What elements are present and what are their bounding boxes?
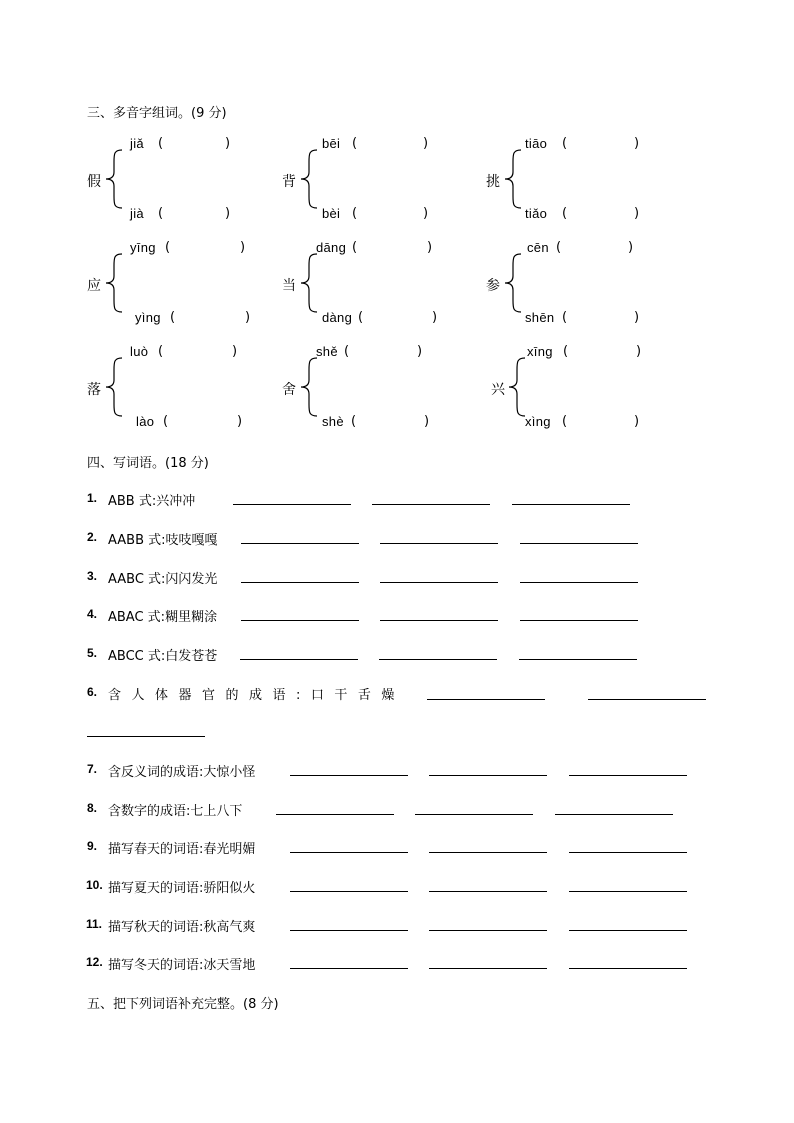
answer-blank[interactable] <box>380 543 498 544</box>
answer-blank[interactable] <box>290 775 408 776</box>
item-number: 12. <box>86 955 103 969</box>
answer-blank[interactable] <box>379 659 497 660</box>
answer-blank[interactable] <box>241 582 359 583</box>
item-label: 描写春天的词语:春光明媚 <box>108 842 256 857</box>
brace-icon <box>102 148 126 210</box>
answer-blank[interactable] <box>380 620 498 621</box>
answer-paren-open: ( <box>165 240 171 255</box>
answer-blank[interactable] <box>429 852 547 853</box>
answer-paren-open: ( <box>163 414 169 429</box>
answer-blank[interactable] <box>233 504 351 505</box>
answer-blank[interactable] <box>276 814 394 815</box>
polyphone-char: 落 <box>87 382 101 398</box>
answer-paren-open: ( <box>158 206 164 221</box>
section3-title: 三、多音字组词。(9 分) <box>87 106 227 121</box>
answer-paren-open: ( <box>158 136 164 151</box>
answer-blank[interactable] <box>290 930 408 931</box>
pinyin-bottom: shēn <box>525 310 555 325</box>
brace-icon <box>102 356 126 418</box>
answer-blank[interactable] <box>512 504 630 505</box>
pinyin-bottom: yìng <box>135 310 161 325</box>
item-number: 9. <box>87 839 98 853</box>
answer-blank[interactable] <box>290 968 408 969</box>
answer-paren-close: ) <box>432 310 438 325</box>
answer-paren-open: ( <box>158 344 164 359</box>
polyphone-char: 背 <box>282 174 296 190</box>
answer-blank[interactable] <box>380 582 498 583</box>
answer-blank[interactable] <box>569 852 687 853</box>
brace-icon <box>297 252 321 314</box>
answer-blank[interactable] <box>588 699 706 700</box>
answer-blank[interactable] <box>241 543 359 544</box>
polyphone-char: 参 <box>486 278 500 294</box>
item-label: AABB 式:吱吱嘎嘎 <box>108 533 218 548</box>
polyphone-char: 兴 <box>491 382 505 398</box>
answer-paren-close: ) <box>628 240 634 255</box>
answer-paren-open: ( <box>170 310 176 325</box>
answer-blank[interactable] <box>429 930 547 931</box>
answer-blank[interactable] <box>372 504 490 505</box>
answer-blank[interactable] <box>290 891 408 892</box>
answer-blank[interactable] <box>429 891 547 892</box>
answer-blank[interactable] <box>569 891 687 892</box>
answer-paren-close: ) <box>634 310 640 325</box>
pinyin-bottom: bèi <box>322 206 341 221</box>
pinyin-top: dāng <box>316 240 347 255</box>
item-number: 8. <box>87 801 98 815</box>
item-label: ABB 式:兴冲冲 <box>108 494 196 509</box>
answer-paren-close: ) <box>225 206 231 221</box>
pinyin-top: jiǎ <box>130 136 144 151</box>
polyphone-char: 当 <box>282 278 296 294</box>
pinyin-top: yīng <box>130 240 156 255</box>
answer-blank[interactable] <box>429 968 547 969</box>
item-number: 6. <box>87 685 98 699</box>
item-number: 7. <box>87 762 98 776</box>
section4-title: 四、写词语。(18 分) <box>87 456 209 471</box>
pinyin-top: tiāo <box>525 136 548 151</box>
pinyin-top: xīng <box>527 344 553 359</box>
brace-icon <box>102 252 126 314</box>
answer-blank[interactable] <box>555 814 673 815</box>
brace-icon <box>297 148 321 210</box>
polyphone-char: 挑 <box>486 174 500 190</box>
answer-paren-open: ( <box>563 344 569 359</box>
answer-paren-open: ( <box>352 240 358 255</box>
answer-paren-open: ( <box>344 344 350 359</box>
item-number: 4. <box>87 607 98 621</box>
item-label: ABCC 式:白发苍苍 <box>108 649 218 664</box>
answer-blank[interactable] <box>240 659 358 660</box>
item-number: 11. <box>86 917 103 931</box>
answer-paren-close: ) <box>240 240 246 255</box>
item-label: ABAC 式:糊里糊涂 <box>108 610 218 625</box>
polyphone-char: 假 <box>87 174 101 190</box>
answer-paren-open: ( <box>562 414 568 429</box>
item-label: 描写夏天的词语:骄阳似火 <box>108 881 256 896</box>
answer-paren-open: ( <box>556 240 562 255</box>
pinyin-top: bēi <box>322 136 341 151</box>
pinyin-top: shě <box>316 344 338 359</box>
pinyin-top: luò <box>130 344 149 359</box>
pinyin-top: cēn <box>527 240 549 255</box>
answer-paren-close: ) <box>634 136 640 151</box>
item-number: 1. <box>87 491 98 505</box>
answer-paren-close: ) <box>225 136 231 151</box>
brace-icon <box>505 356 529 418</box>
section5-title: 五、把下列词语补充完整。(8 分) <box>87 997 279 1012</box>
brace-icon <box>501 148 525 210</box>
polyphone-char: 舍 <box>282 382 296 398</box>
answer-paren-open: ( <box>562 310 568 325</box>
pinyin-bottom: shè <box>322 414 344 429</box>
item-number: 5. <box>87 646 98 660</box>
answer-paren-close: ) <box>417 344 423 359</box>
item-label: 含反义词的成语:大惊小怪 <box>108 765 256 780</box>
answer-blank[interactable] <box>427 699 545 700</box>
polyphone-char: 应 <box>87 278 101 294</box>
answer-paren-close: ) <box>423 206 429 221</box>
answer-paren-open: ( <box>562 206 568 221</box>
brace-icon <box>501 252 525 314</box>
pinyin-bottom: dàng <box>322 310 353 325</box>
answer-paren-close: ) <box>634 206 640 221</box>
answer-paren-close: ) <box>232 344 238 359</box>
item-label: AABC 式:闪闪发光 <box>108 572 218 587</box>
answer-blank[interactable] <box>241 620 359 621</box>
answer-paren-open: ( <box>562 136 568 151</box>
answer-blank[interactable] <box>569 968 687 969</box>
item-label: 含数字的成语:七上八下 <box>108 804 243 819</box>
answer-paren-open: ( <box>351 414 357 429</box>
answer-blank[interactable] <box>87 736 205 737</box>
answer-paren-close: ) <box>424 414 430 429</box>
item-label: 含人体器官的成语:口干舌燥 <box>108 688 405 703</box>
brace-icon <box>297 356 321 418</box>
answer-paren-close: ) <box>423 136 429 151</box>
item-label: 描写冬天的词语:冰天雪地 <box>108 958 256 973</box>
answer-blank[interactable] <box>429 775 547 776</box>
pinyin-bottom: lào <box>136 414 155 429</box>
answer-blank[interactable] <box>290 852 408 853</box>
answer-paren-close: ) <box>245 310 251 325</box>
answer-blank[interactable] <box>569 930 687 931</box>
answer-paren-close: ) <box>634 414 640 429</box>
answer-blank[interactable] <box>520 582 638 583</box>
pinyin-bottom: xìng <box>525 414 551 429</box>
answer-paren-close: ) <box>427 240 433 255</box>
answer-blank[interactable] <box>520 620 638 621</box>
item-number: 3. <box>87 569 98 583</box>
answer-blank[interactable] <box>415 814 533 815</box>
answer-paren-close: ) <box>237 414 243 429</box>
answer-blank[interactable] <box>519 659 637 660</box>
answer-blank[interactable] <box>520 543 638 544</box>
answer-paren-close: ) <box>636 344 642 359</box>
answer-paren-open: ( <box>352 136 358 151</box>
item-label: 描写秋天的词语:秋高气爽 <box>108 920 256 935</box>
answer-paren-open: ( <box>352 206 358 221</box>
answer-blank[interactable] <box>569 775 687 776</box>
item-number: 10. <box>86 878 103 892</box>
pinyin-bottom: tiǎo <box>525 206 548 221</box>
pinyin-bottom: jià <box>130 206 144 221</box>
item-number: 2. <box>87 530 98 544</box>
answer-paren-open: ( <box>358 310 364 325</box>
